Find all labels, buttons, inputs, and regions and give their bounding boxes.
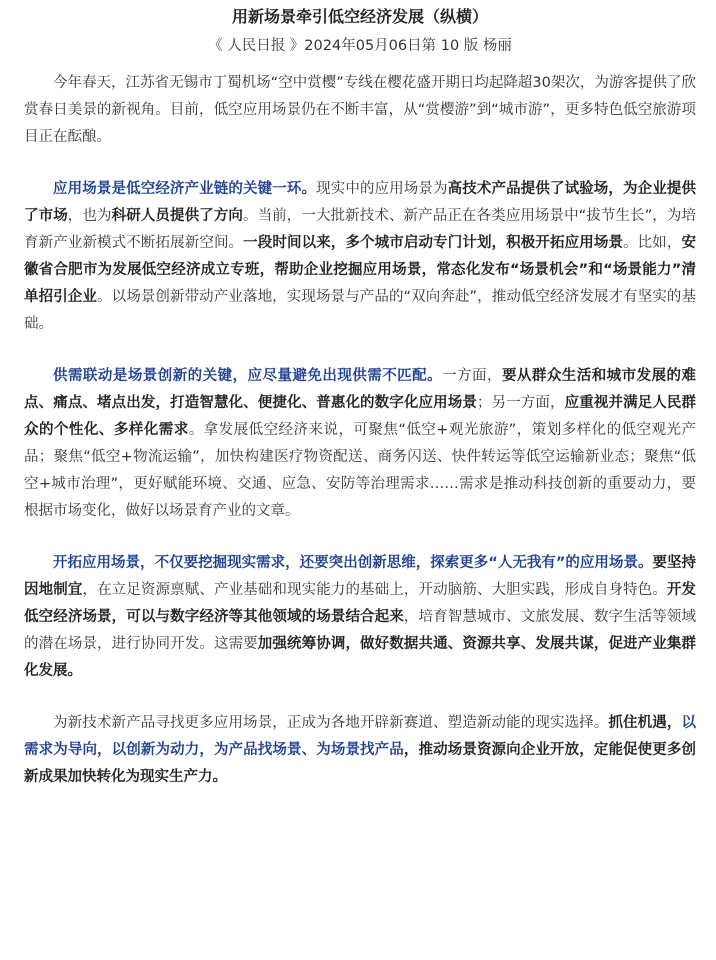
- paragraph-5: [24, 710, 696, 791]
- text-span: 今年春天，江苏省无锡市丁蜀机场“空中赏樱”专线在樱花盛开期日均起降超30架次，为游客提供了欣赏春日美景的新视角。目前，低空应用场景仍在不断丰富，从“赏樱游”到“城市游”，更多特色低空旅游项目正在酝酿。: [24, 75, 696, 145]
- paragraph-3: [24, 363, 696, 525]
- paragraph-1: [24, 70, 696, 151]
- bold-span: 抓住机遇，: [608, 715, 682, 731]
- text-span: ；另一方面，: [476, 395, 565, 411]
- paragraph-2: [24, 176, 696, 338]
- text-span: 现实中的应用场景为: [316, 181, 448, 197]
- text-span: ，在立足资源禀赋、产业基础和现实能力的基础上，开动脑筋、大胆实践，形成自身特色。: [82, 582, 667, 598]
- article-source: 《 人民日报 》2024年05月06日第 10 版 杨丽: [208, 38, 512, 54]
- text-span: ，培育智慧城市、文旅发展、数字生活等领域的潜在场景，进行协同开发。这需要: [24, 609, 697, 652]
- highlight-span: 以需求为导向，以创新为动力，为产品找场景、为场景找产品: [24, 715, 697, 758]
- bold-span: 加强统筹协调，做好数据共通、资源共享、发展共谋，促进产业集群化发展。: [24, 636, 697, 679]
- text-span: 。拿发展低空经济来说，可聚焦“低空+观光旅游”，策划多样化的低空观光产品；聚焦“低空+物流运输”，加快构建医疗物资配送、商务闪送、快件转运等低空运输新业态；聚焦“低空+城市治理”，更好赋能环境、交通、应急、安防等治理需求……需求是推动科技创新的重要动力，要根据市场变化，做好以场景育产业的文章。: [24, 422, 697, 519]
- paragraph-4: [24, 550, 696, 685]
- bold-span: 应重视并满足人民群众的个性化、多样化需求: [24, 395, 697, 438]
- text-span: 为新技术新产品寻找更多应用场景，正成为各地开辟新赛道、塑造新动能的现实选择。: [53, 715, 609, 731]
- bold-span: 高技术产品提供了试验场，为企业提供了市场: [24, 181, 696, 224]
- text-span: 。以场景创新带动产业落地，实现场景与产品的“双向奔赴”，推动低空经济发展才有坚实的基础。: [24, 289, 697, 332]
- bold-span: 开发低空经济场景，可以与数字经济等其他领域的场景结合起来: [24, 582, 697, 625]
- highlight-span: 应用场景是低空经济产业链的关键一环。: [53, 181, 317, 197]
- highlight-span: 供需联动是场景创新的关键，应尽量避免出现供需不匹配。: [53, 368, 443, 384]
- bold-span: ，推动场景资源向企业开放，定能促使更多创新成果加快转化为现实生产力。: [24, 742, 697, 785]
- bold-span: 一段时间以来，多个城市启动专门计划，积极开拓应用场景: [243, 235, 624, 251]
- article-title: 用新场景牵引低空经济发展（纵横）: [231, 7, 488, 26]
- bold-span: 要从群众生活和城市发展的难点、痛点、堵点出发，打造智慧化、便捷化、普惠化的数字化应用场景: [24, 368, 697, 411]
- highlight-span: 开拓应用场景，不仅要挖掘现实需求，还要突出创新思维，探索更多“人无我有”的应用场景。: [53, 555, 653, 571]
- bold-span: 安徽省合肥市为发展低空经济成立专班，帮助企业挖掘应用场景，常态化发布“场景机会”和“场景能力”清单招引企业: [24, 235, 697, 305]
- text-span: 一方面，: [442, 368, 502, 384]
- bold-span: 科研人员提供了方向: [111, 208, 243, 224]
- text-span: 。比如，: [623, 235, 682, 251]
- text-span: 。当前，一大批新技术、新产品正在各类应用场景中“拔节生长”，为培育新产业新模式不断拓展新空间。: [24, 208, 697, 251]
- text-span: ，也为: [67, 208, 112, 224]
- bold-span: 要坚持因地制宜: [24, 555, 697, 598]
